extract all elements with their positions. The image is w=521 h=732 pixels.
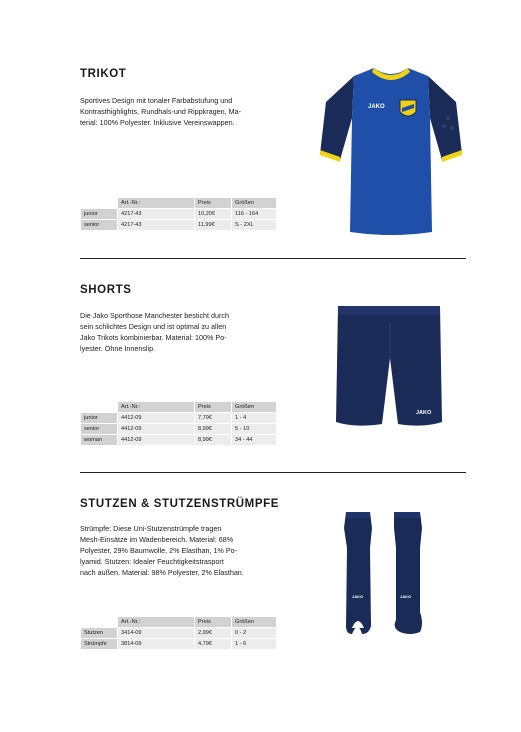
cell-price: 4,79€ — [195, 639, 231, 649]
row-label: senior — [81, 220, 117, 230]
table-header-row — [81, 198, 276, 208]
header-blank — [81, 402, 117, 412]
section-title-stutzen: STUTZEN & STUTZENSTRÜMPFE — [80, 498, 279, 510]
cell-sizes: 34 - 44 — [232, 435, 276, 445]
table-header-row — [81, 617, 276, 627]
section-description-trikot: Sportives Design mit tonaler Farbabstufung und Kontrasthighlights, Rundhals-und Rippkragen, Ma- terial: 100% Polyester. Inklusive Vereinswappen. — [80, 96, 242, 127]
cell-price: 2,99€ — [195, 628, 231, 638]
header-groessen: Größen — [232, 402, 276, 412]
header-groessen: Größen — [232, 198, 276, 208]
shorts-image — [334, 302, 444, 430]
cell-price: 8,99€ — [195, 435, 231, 445]
section-divider — [80, 472, 466, 473]
cell-sizes: 0 - 2 — [232, 628, 276, 638]
header-art-nr: Art.-Nr.: — [118, 402, 194, 412]
cell-sizes: 5 - 10 — [232, 424, 276, 434]
jako-logo-jersey: JAKO — [368, 104, 385, 110]
row-label: Stutzen — [81, 628, 117, 638]
cell-price: 10,20€ — [195, 209, 231, 219]
table-row — [81, 220, 276, 230]
cell-sizes: 116 - 164 — [232, 209, 276, 219]
header-preis: Preis — [195, 617, 231, 627]
table-row — [81, 413, 276, 423]
cell-sizes: S - 2XL — [232, 220, 276, 230]
cell-sizes: 1 - 4 — [232, 413, 276, 423]
row-label: senior — [81, 424, 117, 434]
header-art-nr: Art.-Nr.: — [118, 198, 194, 208]
cell-art-nr: 3814-09 — [118, 639, 194, 649]
cell-sizes: 1 - 6 — [232, 639, 276, 649]
header-preis: Preis — [195, 198, 231, 208]
row-label: Strümpfe — [81, 639, 117, 649]
jako-logo-stutzen: JAKO — [352, 594, 364, 599]
section-title-shorts: SHORTS — [80, 284, 132, 296]
header-groessen: Größen — [232, 617, 276, 627]
cell-art-nr: 3414-09 — [118, 628, 194, 638]
table-row — [81, 209, 276, 219]
cell-art-nr: 4412-09 — [118, 413, 194, 423]
cell-price: 7,79€ — [195, 413, 231, 423]
cell-art-nr: 4412-09 — [118, 424, 194, 434]
table-row — [81, 628, 276, 638]
jersey-image — [318, 62, 464, 238]
header-blank — [81, 198, 117, 208]
table-row — [81, 424, 276, 434]
row-label: junior — [81, 209, 117, 219]
section-title-trikot: TRIKOT — [80, 68, 127, 80]
header-art-nr: Art.-Nr.: — [118, 617, 194, 627]
spec-table-trikot — [80, 197, 277, 231]
cell-art-nr: 4412-09 — [118, 435, 194, 445]
table-header-row — [81, 402, 276, 412]
row-label: woman — [81, 435, 117, 445]
jako-logo-shorts: JAKO — [416, 410, 432, 416]
cell-art-nr: 4217-43 — [118, 209, 194, 219]
section-description-shorts: Die Jako Sporthose Manchester besticht durch sein schlichtes Design und ist optimal zu allen Jako Trikots kombinierbar. Material: 100% Po- lyester. Ohne Innenslip. — [80, 311, 230, 353]
cell-art-nr: 4217-43 — [118, 220, 194, 230]
cell-price: 8,99€ — [195, 424, 231, 434]
socks-image — [340, 508, 430, 638]
section-description-stutzen: Strümpfe: Diese Uni-Stutzenstrümpfe tragen Mesh-Einsätze im Wadenbereich. Material: 68% Polyester, 29% Baumwolle, 2% Elasthan, 1% Po- lyamid. Stutzen: Idealer Feuchtigkeitstrasport nach außen. Material: 98% Polyester, 2% Elasthan. — [80, 524, 244, 577]
spec-table-stutzen — [80, 616, 277, 650]
cell-price: 11,99€ — [195, 220, 231, 230]
section-divider — [80, 258, 466, 259]
table-row — [81, 435, 276, 445]
jako-logo-struempfe: JAKO — [400, 594, 412, 599]
header-blank — [81, 617, 117, 627]
header-preis: Preis — [195, 402, 231, 412]
spec-table-shorts — [80, 401, 277, 446]
row-label: junior — [81, 413, 117, 423]
table-row — [81, 639, 276, 649]
